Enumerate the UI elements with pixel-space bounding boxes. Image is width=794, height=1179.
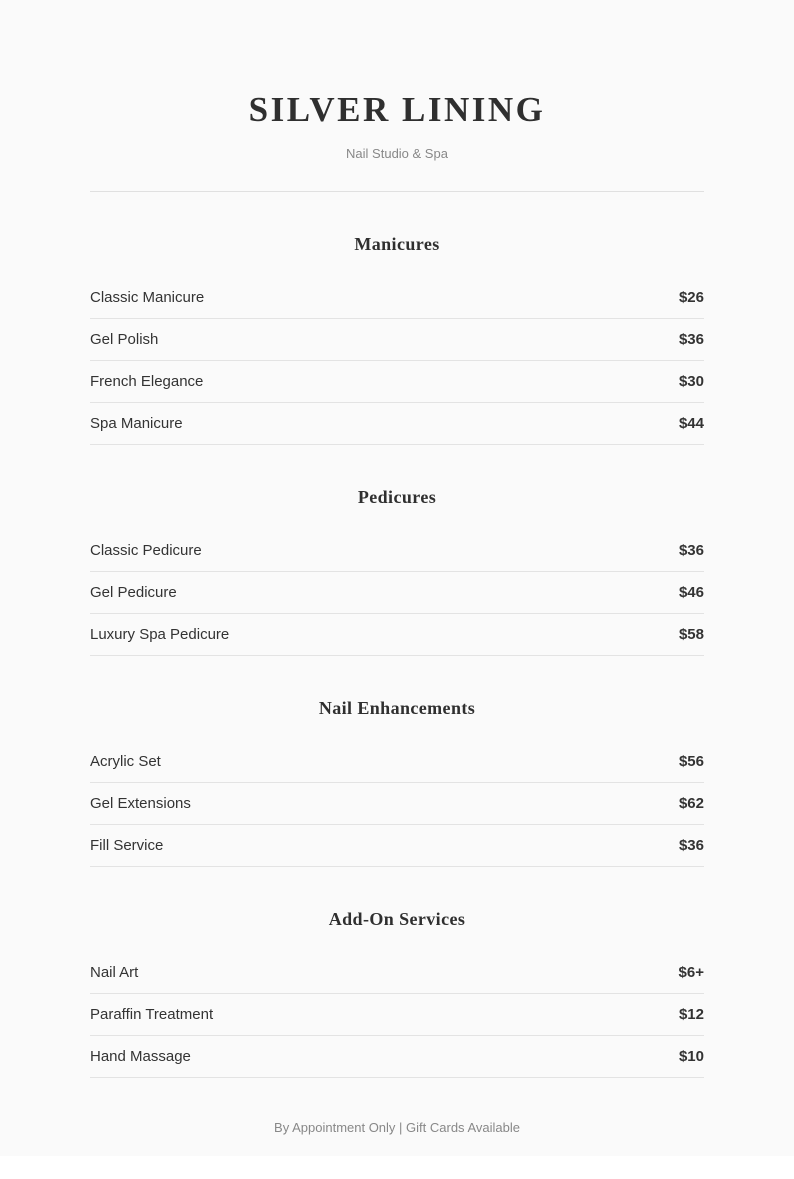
menu-section [90,234,704,445]
item-price: $36 [678,331,704,348]
item-price: $58 [678,626,704,643]
item-name: Luxury Spa Pedicure [90,626,230,643]
item-name: Spa Manicure [90,415,183,432]
section-rows [90,741,704,867]
item-price: $36 [678,542,704,559]
section-heading: Manicures [354,234,440,254]
menu-item-row [90,952,704,994]
item-price: $10 [678,1048,704,1065]
item-price: $12 [678,1006,704,1023]
menu-header [90,90,704,192]
item-price: $56 [678,753,704,770]
section-heading: Nail Enhancements [318,698,476,718]
menu-item-row [90,319,704,361]
item-price: $6+ [678,964,704,981]
item-name: French Elegance [90,373,204,390]
menu-item-row [90,614,704,656]
menu-item-row [90,994,704,1036]
item-name: Nail Art [90,964,139,981]
section-heading: Add-On Services [328,909,466,929]
item-name: Paraffin Treatment [90,1006,214,1023]
menu-section [90,487,704,656]
section-rows [90,952,704,1078]
item-price: $26 [678,289,704,306]
section-heading: Pedicures [357,487,437,507]
item-name: Gel Polish [90,331,159,348]
item-price: $44 [678,415,704,432]
menu-item-row [90,1036,704,1078]
menu-section [90,909,704,1078]
menu-sections [90,234,704,1078]
menu-footer [90,1120,704,1135]
item-name: Classic Manicure [90,289,205,306]
menu-item-row [90,277,704,319]
menu-item-row [90,530,704,572]
menu-item-row [90,572,704,614]
section-rows [90,530,704,656]
item-name: Hand Massage [90,1048,191,1065]
studio-title: SILVER LINING [248,90,546,129]
item-price: $30 [678,373,704,390]
header-divider [90,191,704,192]
item-name: Gel Extensions [90,795,191,812]
menu-item-row [90,741,704,783]
footer-note: By Appointment Only | Gift Cards Available [274,1120,520,1135]
item-price: $46 [678,584,704,601]
item-price: $62 [678,795,704,812]
section-rows [90,277,704,445]
menu-item-row [90,825,704,867]
menu-section [90,698,704,867]
menu-item-row [90,361,704,403]
item-name: Classic Pedicure [90,542,202,559]
item-name: Fill Service [90,837,164,854]
menu-container [90,0,704,1135]
item-name: Gel Pedicure [90,584,177,601]
menu-item-row [90,783,704,825]
item-price: $36 [678,837,704,854]
item-name: Acrylic Set [90,753,161,770]
studio-subtitle: Nail Studio & Spa [346,146,448,161]
menu-item-row [90,403,704,445]
